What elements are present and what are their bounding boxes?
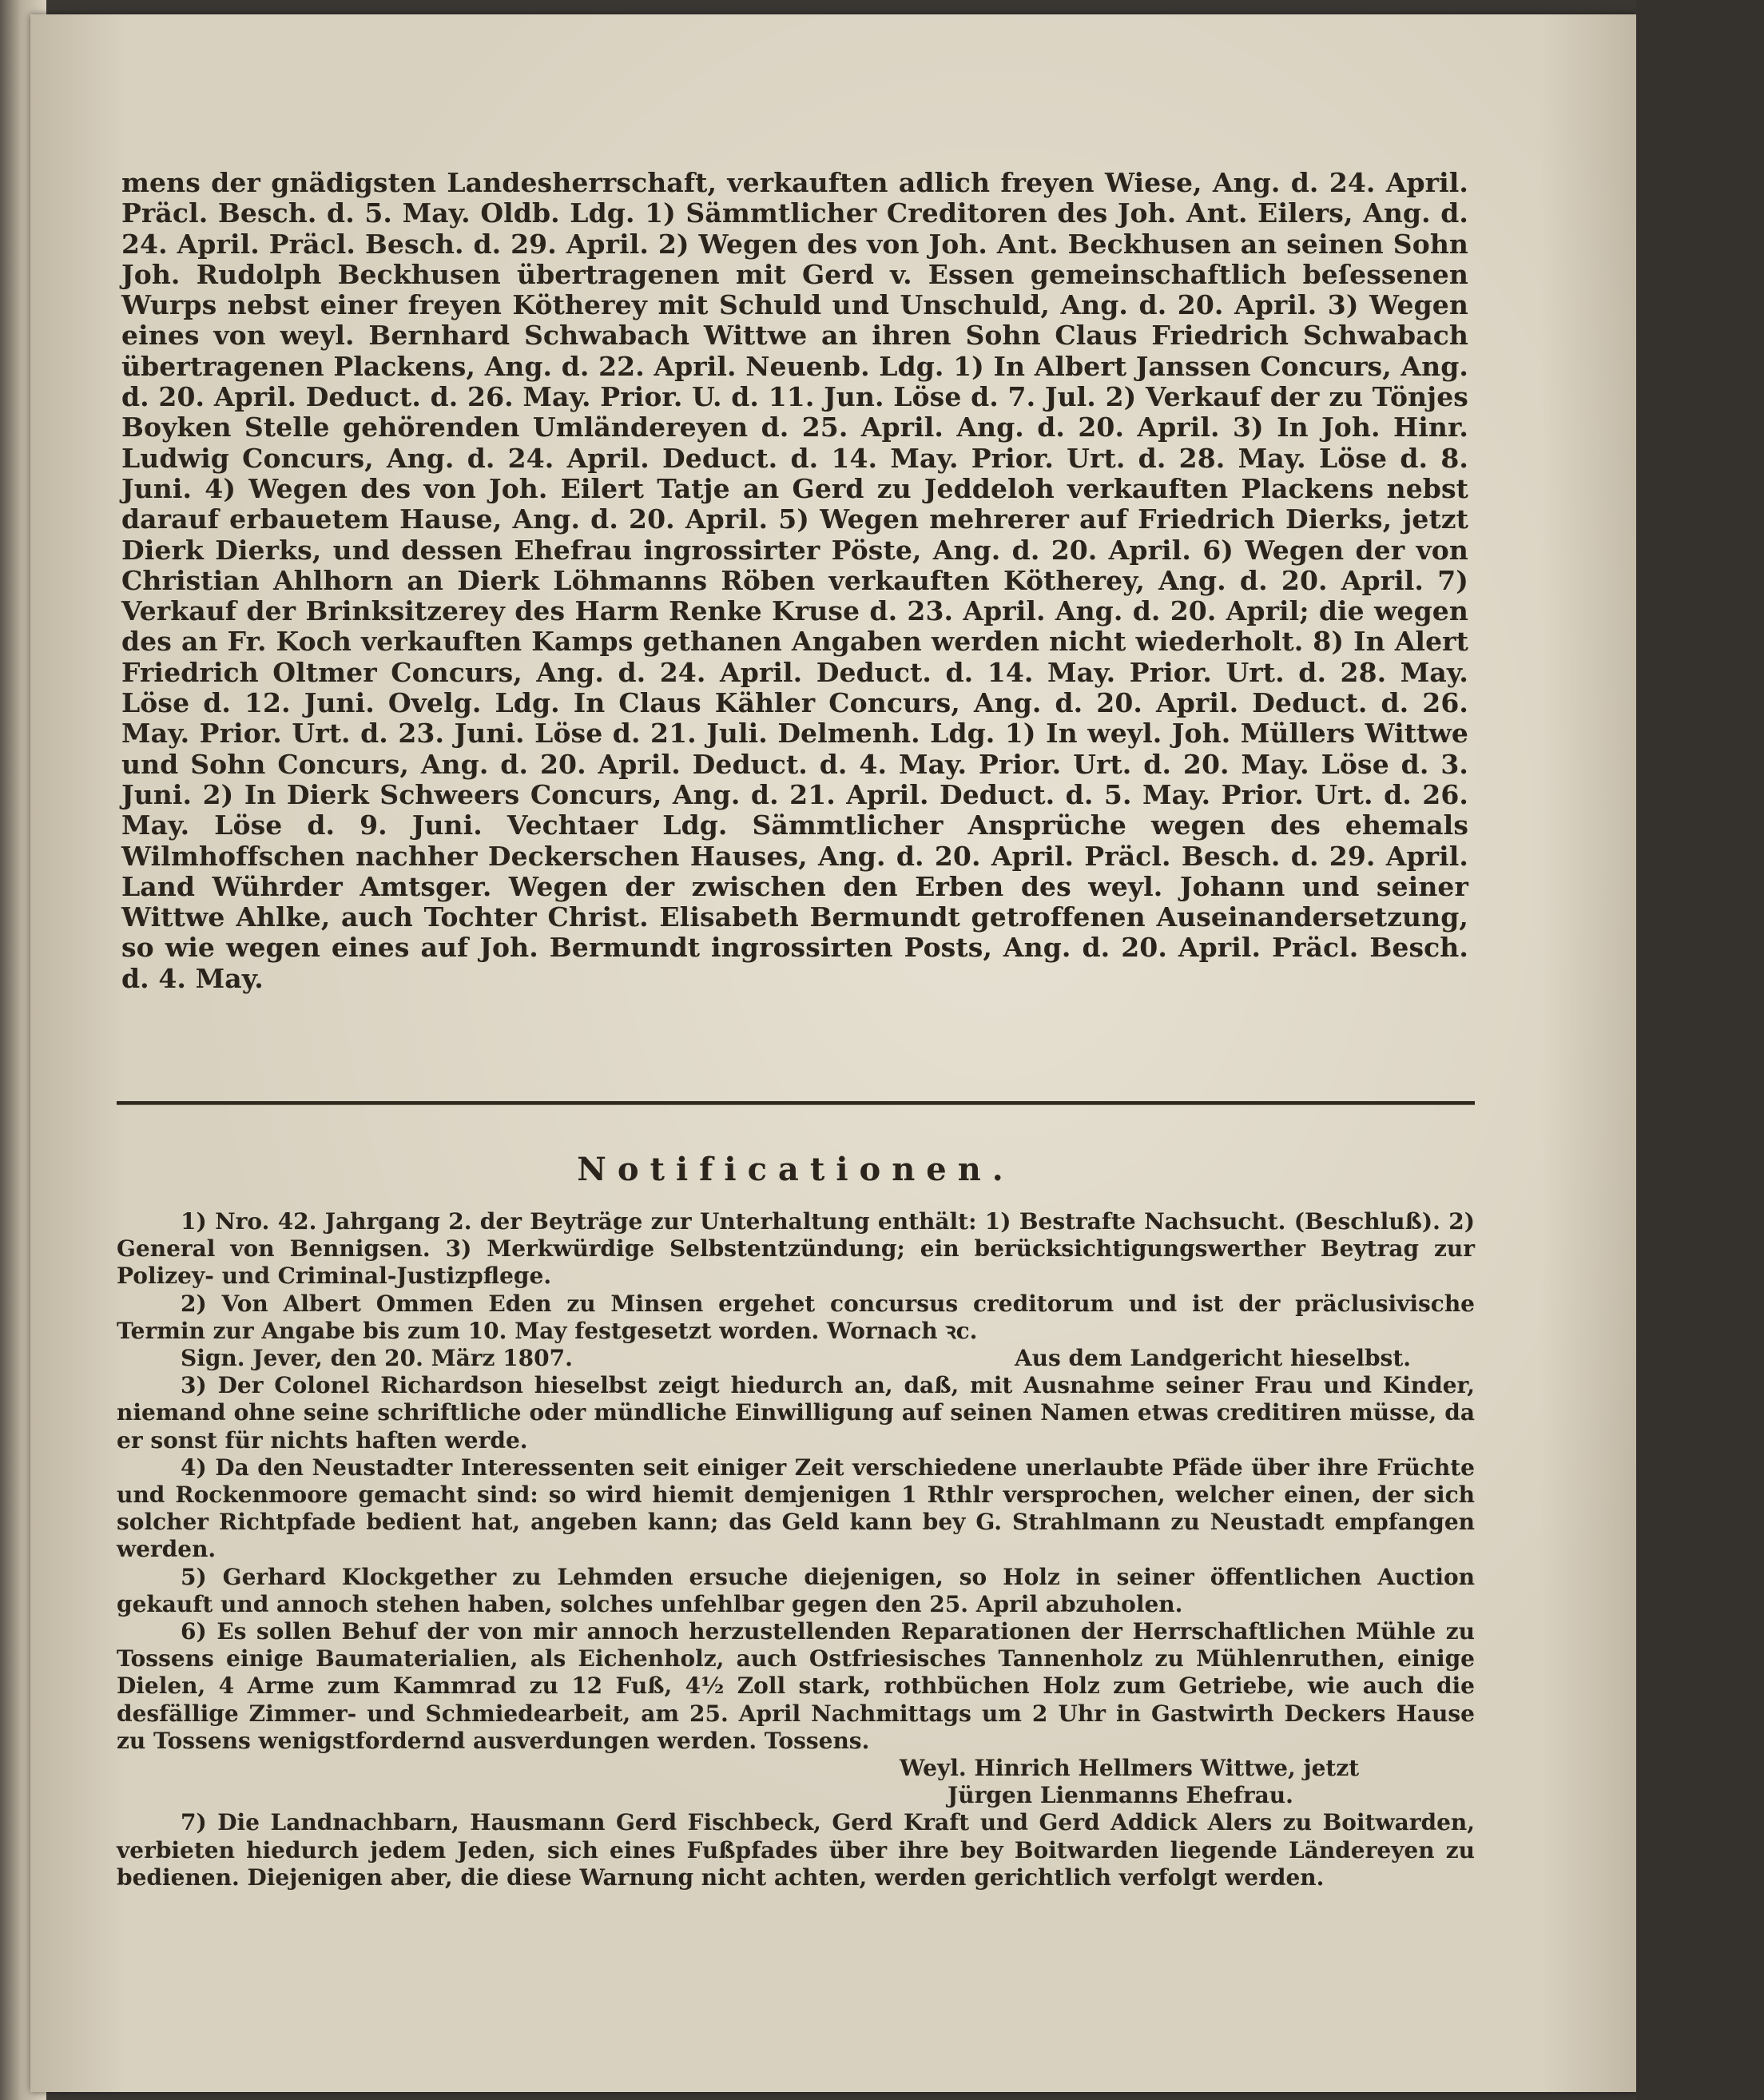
court-notices-text: mens der gnädigsten Landesherrschaft, verkauften adlich freyen Wiese, Ang. d. 24. April. Präcl. Besch. d. 5. May. Oldb. Ldg. 1) Sämmtlicher Creditoren des Joh. Ant. Eilers, Ang. d. 24. April. Präcl. Besch. d. 29. April. 2) Wegen des von Joh. Ant. Beckhusen an seinen Sohn Joh. Rudolph Beckhusen übertragenen mit Gerd v. Essen gemeinschaftlich beſessenen Wurps nebst einer freyen Kötherey mit Schuld und Unschuld, Ang. d. 20. April. 3) Wegen eines von weyl. Bernhard Schwabach Wittwe an ihren Sohn Claus Friedrich Schwabach übertragenen Plackens, Ang. d. 22. April. Neuenb. Ldg. 1) In Albert Janssen Concurs, Ang. d. 20. April. Deduct. d. 26. May. Prior. U. d. 11. Jun. Löse d. 7. Jul. 2) Verkauf der zu Tönjes Boyken Stelle gehörenden Umländereyen d. 25. April. Ang. d. 20. April. 3) In Joh. Hinr. Ludwig Concurs, Ang. d. 24. April. Deduct. d. 14. May. Prior. Urt. d. 28. May. Löse d. 8. Juni. 4) Wegen des von Joh. Eilert Tatje an Gerd zu Jeddeloh verkauften Plackens nebst darauf erbauetem Hause, Ang. d. 20. April. 5) Wegen mehrerer auf Friedrich Dierks, jetzt Dierk Dierks, und dessen Ehefrau ingrossirter Pöste, Ang. d. 20. April. 6) Wegen der von Christian Ahlhorn an Dierk Löhmanns Röben verkauften Kötherey, Ang. d. 20. April. 7) Verkauf der Brinksitzerey des Harm Renke Kruse d. 23. April. Ang. d. 20. April; die wegen des an Fr. Koch verkauften Kamps gethanen Angaben werden nicht wiederholt. 8) In Alert Friedrich Oltmer Concurs, Ang. d. 24. April. Deduct. d. 14. May. Prior. Urt. d. 28. May. Löse d. 12. Juni. Ovelg. Ldg. In Claus Kähler Concurs, Ang. d. 20. April. Deduct. d. 26. May. Prior. Urt. d. 23. Juni. Löse d. 21. Juli. Delmenh. Ldg. 1) In weyl. Joh. Müllers Wittwe und Sohn Concurs, Ang. d. 20. April. Deduct. d. 4. May. Prior. Urt. d. 20. May. Löse d. 3. Juni. 2) In Dierk Schweers Concurs, Ang. d. 21. April. Deduct. d. 5. May. Prior. Urt. d. 26. May. Löse d. 9. Juni. Vechtaer Ldg. Sämmtlicher Ansprüche wegen des ehemals Wilmhoffschen nachher Deckerschen Hauses, Ang. d. 20. April. Präcl. Besch. d. 29. April. Land Wührder Amtsger. Wegen der zwischen den Erben des weyl. Johann und seiner Wittwe Ahlke, auch Tochter Christ. Elisabeth Bermundt getroffenen Auseinandersetzung, so wie wegen eines auf Joh. Bermundt ingrossirten Posts, Ang. d. 20. April. Präcl. Besch. d. 4. May. [121, 167, 1468, 994]
notice-2: 2) Von Albert Ommen Eden zu Minsen ergehet concursus creditorum und ist der präclusivische Termin zur Angabe bis zum 10. May festgesetzt worden. Wornach ꝛc. [117, 1290, 1475, 1344]
notice-1: 1) Nro. 42. Jahrgang 2. der Beyträge zur Unterhaltung enthält: 1) Bestrafte Nachsucht. (Beschluß). 2) General von Bennigsen. 3) Merkwürdige Selbstentzündung; ein berücksichtigungswerther Beytrag zur Polizey- und Criminal-Justizpflege. [117, 1208, 1475, 1290]
notice-7: 7) Die Landnachbarn, Hausmann Gerd Fischbeck, Gerd Kraft und Gerd Addick Alers zu Boitwarden, verbieten hiedurch jedem Jeden, sich eines Fußpfades über ihre bey Boitwarden liegende Ländereyen zu bedienen. Diejenigen aber, die diese Warnung nicht achten, werden gerichtlich verfolgt werden. [117, 1809, 1475, 1891]
notice-3: 3) Der Colonel Richardson hieselbst zeigt hiedurch an, daß, mit Ausnahme seiner Frau und Kinder, niemand ohne seine schriftliche oder mündliche Einwilligung auf seinen Namen etwas creditiren müsse, da er sonst für nichts haften werde. [117, 1372, 1475, 1454]
court-notices-paragraph [121, 168, 1468, 994]
dark-margin-strip [1636, 0, 1764, 2100]
notice-2-sign-right: Aus dem Landgericht hieselbst. [1014, 1345, 1411, 1372]
section-divider-rule [117, 1101, 1475, 1105]
notice-6-signature-1: Weyl. Hinrich Hellmers Wittwe, jetzt [900, 1755, 1360, 1782]
notifications-list [117, 1208, 1475, 1891]
section-heading: Notificationen. [577, 1151, 1015, 1188]
notice-6-signature-2: Jürgen Lienmanns Ehefrau. [948, 1782, 1293, 1809]
notice-6: 6) Es sollen Behuf der von mir annoch herzustellenden Reparationen der Herrschaftlichen Mühle zu Tossens einige Baumaterialien, als Eichenholz, auch Ostfriesisches Tannenholz zu Mühlenruthen, einige Dielen, 4 Arme zum Kammrad zu 12 Fuß, 4½ Zoll stark, rothbüchen Holz zum Getriebe, wie auch die desfällige Zimmer- und Schmiedearbeit, am 25. April Nachmittags um 2 Uhr in Gastwirth Deckers Hause zu Tossens wenigstfordernd ausverdungen werden. Tossens. [117, 1618, 1475, 1754]
notice-2-sign-left: Sign. Jever, den 20. März 1807. [181, 1345, 573, 1372]
notice-5: 5) Gerhard Klockgether zu Lehmden ersuche diejenigen, so Holz in seiner öffentlichen Auction gekauft und annoch stehen haben, solches unfehlbar gegen den 25. April abzuholen. [117, 1563, 1475, 1617]
notice-4: 4) Da den Neustadter Interessenten seit einiger Zeit verschiedene unerlaubte Pfäde über ihre Früchte und Rockenmoore gemacht sind: so wird hiemit demjenigen 1 Rthlr versprochen, welcher einen, der sich solcher Richtpfade bedient hat, angeben kann; das Geld kann bey G. Strahlmann zu Neustadt empfangen werden. [117, 1454, 1475, 1563]
notice-2-signature [117, 1345, 1475, 1372]
